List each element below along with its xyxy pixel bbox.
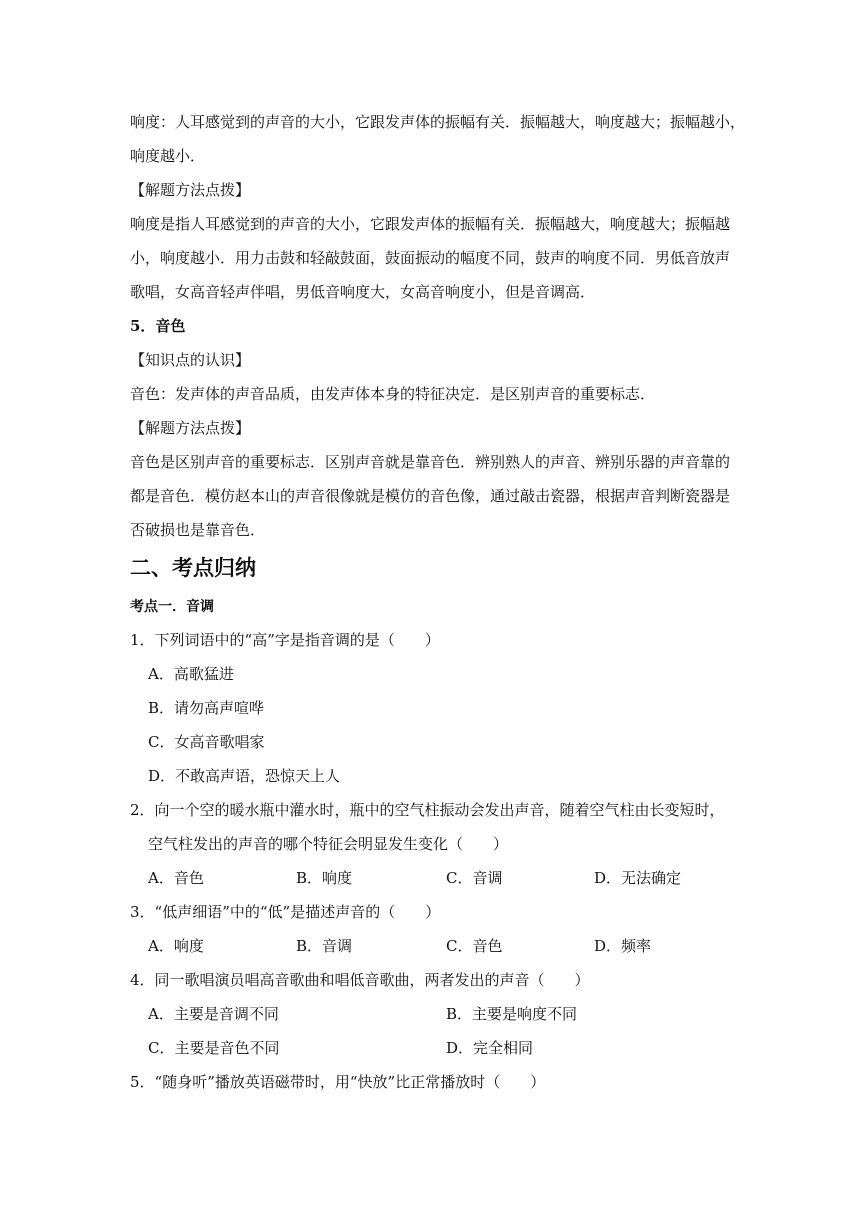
q4-option-c: C．主要是音色不同 <box>148 1039 280 1057</box>
section-title: 二、考点归纳 <box>130 556 256 580</box>
knowledge-heading: 【知识点的认识】 <box>130 351 251 369</box>
q4-option-d: D．完全相同 <box>446 1039 534 1057</box>
q1-option-a: A．高歌猛进 <box>148 665 234 683</box>
timbre-method-line2: 都是音色．模仿赵本山的声音很像就是模仿的音色像，通过敲击瓷器，根据声音判断瓷器是 <box>130 487 731 505</box>
loudness-method-line1: 响度是指人耳感觉到的声音的大小，它跟发声体的振幅有关．振幅越大，响度越大；振幅越 <box>130 215 731 233</box>
q2-option-d: D．无法确定 <box>594 869 682 887</box>
q3-option-d: D．频率 <box>594 937 652 955</box>
loudness-definition-line1: 响度：人耳感觉到的声音的大小，它跟发声体的振幅有关．振幅越大，响度越大；振幅越小， <box>130 113 746 131</box>
question-1-stem: 1．下列词语中的“高”字是指音调的是（ ） <box>130 631 440 649</box>
question-2-stem-line2: 空气柱发出的声音的哪个特征会明显发生变化（ ） <box>148 835 509 853</box>
q2-option-b: B．响度 <box>296 869 353 887</box>
question-4-stem: 4．同一歌唱演员唱高音歌曲和唱低音歌曲，两者发出的声音（ ） <box>130 971 590 989</box>
q2-option-c: C．音调 <box>446 869 503 887</box>
q1-option-d: D．不敢高声语，恐惊天上人 <box>148 767 341 785</box>
timbre-method-line1: 音色是区别声音的重要标志．区别声音就是靠音色．辨别熟人的声音、辨别乐器的声音靠的 <box>130 453 731 471</box>
q3-option-a: A．响度 <box>148 937 204 955</box>
q2-option-a: A．音色 <box>148 869 204 887</box>
question-5-stem: 5．“随身听”播放英语磁带时，用“快放”比正常播放时（ ） <box>130 1073 546 1091</box>
loudness-method-line3: 歌唱，女高音轻声伴唱，男低音响度大，女高音响度小，但是音调高． <box>130 283 596 301</box>
timbre-definition: 音色：发声体的声音品质，由发声体本身的特征决定．是区别声音的重要标志． <box>130 385 656 403</box>
q4-option-b: B．主要是响度不同 <box>446 1005 578 1023</box>
loudness-definition-line2: 响度越小． <box>130 147 206 165</box>
q1-option-c: C．女高音歌唱家 <box>148 733 265 751</box>
method-heading: 【解题方法点拨】 <box>130 181 251 199</box>
q4-option-a: A．主要是音调不同 <box>148 1005 279 1023</box>
q3-option-b: B．音调 <box>296 937 353 955</box>
question-2-stem-line1: 2．向一个空的暖水瓶中灌水时，瓶中的空气柱振动会发出声音，随着空气柱由长变短时， <box>130 801 725 819</box>
topic-heading: 考点一．音调 <box>130 599 214 615</box>
q1-option-b: B．请勿高声喧哗 <box>148 699 265 717</box>
q3-option-c: C．音色 <box>446 937 503 955</box>
question-3-stem: 3．“低声细语”中的“低”是描述声音的（ ） <box>130 903 441 921</box>
loudness-method-line2: 小，响度越小．用力击鼓和轻敲鼓面，鼓面振动的幅度不同，鼓声的响度不同．男低音放声 <box>130 249 731 267</box>
timbre-heading: 5．音色 <box>130 317 186 335</box>
timbre-method-line3: 否破损也是靠音色． <box>130 521 266 539</box>
method-heading: 【解题方法点拨】 <box>130 419 251 437</box>
